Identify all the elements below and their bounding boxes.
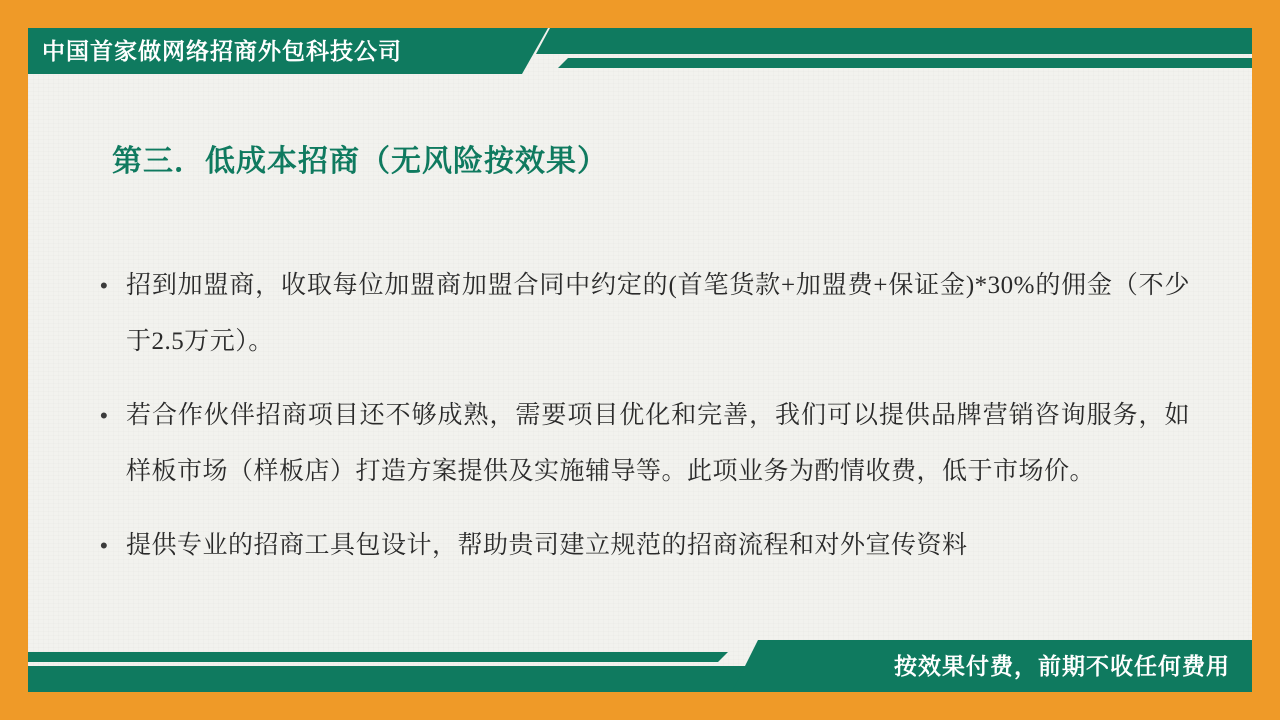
company-tagline: 中国首家做网络招商外包科技公司 — [42, 38, 402, 64]
bullet-marker-icon: • — [100, 533, 108, 558]
top-banner-stripe-lower — [558, 58, 1252, 68]
top-banner — [28, 28, 1252, 74]
bottom-banner — [28, 640, 1252, 692]
list-item — [100, 388, 1190, 500]
top-banner-stripe-upper — [536, 28, 1252, 54]
bullet-marker-icon: • — [100, 273, 108, 298]
list-item — [100, 258, 1190, 370]
bottom-banner-stripe-lower — [28, 666, 748, 692]
bullet-list — [100, 258, 1190, 592]
bottom-banner-stripe-upper — [28, 652, 728, 662]
list-item — [100, 518, 1190, 574]
section-title: 第三．低成本招商（无风险按效果） — [112, 145, 608, 178]
footer-slogan: 按效果付费，前期不收任何费用 — [894, 653, 1230, 679]
list-item-text: 招到加盟商，收取每位加盟商加盟合同中约定的(首笔货款+加盟费+保证金)*30%的佣金（不少于2.5万元）。 — [126, 272, 1190, 355]
list-item-text: 提供专业的招商工具包设计，帮助贵司建立规范的招商流程和对外宣传资料 — [126, 532, 968, 559]
bullet-marker-icon: • — [100, 403, 108, 428]
list-item-text: 若合作伙伴招商项目还不够成熟，需要项目优化和完善，我们可以提供品牌营销咨询服务，如样板市场（样板店）打造方案提供及实施辅导等。此项业务为酌情收费，低于市场价。 — [126, 402, 1190, 485]
